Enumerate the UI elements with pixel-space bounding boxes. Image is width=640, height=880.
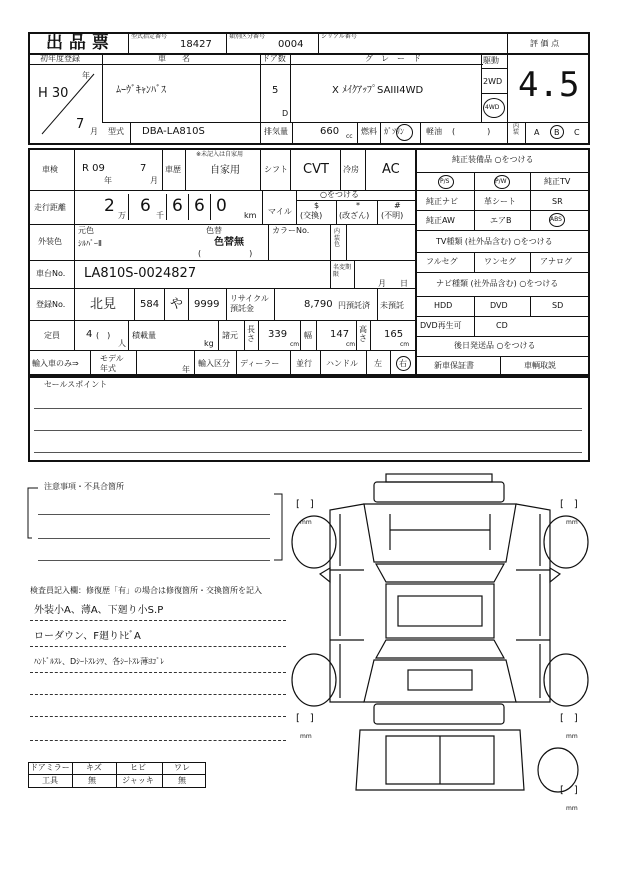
rear-left-mm: mm: [300, 733, 312, 740]
sales-point-box: [28, 376, 590, 462]
class-no-value: 0004: [278, 39, 304, 50]
spare-mm: mm: [566, 805, 578, 812]
capacity-label: 定員: [44, 331, 60, 340]
grade-label: グ レ ー ド: [365, 54, 421, 63]
capacity-unit: 人: [118, 339, 126, 348]
navi-dvd: DVD: [490, 301, 508, 310]
navi-cd: CD: [496, 321, 508, 330]
chassis-value: LA810S-0024827: [84, 266, 197, 281]
first-reg-era: H 30: [38, 86, 69, 101]
tools-r4: 無: [178, 776, 186, 785]
shaken-month: 7: [140, 163, 147, 174]
first-reg-year-suffix: 年: [82, 71, 90, 80]
equip-leather: 革シート: [484, 197, 516, 206]
fuel-gas-circle: [396, 124, 413, 141]
color-label: 外装色: [38, 237, 62, 246]
equip-sr: SR: [552, 197, 563, 206]
spare-bracket: [ ]: [560, 785, 578, 796]
notes-bracket: [26, 486, 286, 566]
tamper-sym: *: [356, 201, 360, 210]
navi-sd: SD: [552, 301, 564, 310]
parallel-label: 並行: [296, 359, 312, 368]
navi-type-title: ナビ種類 (社外品含む) ○をつける: [436, 279, 559, 288]
height-unit: cm: [400, 341, 410, 348]
drive-2wd: 2WD: [483, 77, 503, 86]
equip-ps: P/S: [440, 178, 450, 185]
dims-label: 諸元: [222, 331, 238, 340]
tv-oneseg: ワンセグ: [484, 257, 516, 266]
doors-label: ドア数: [262, 54, 286, 63]
deadline-day-suffix: 日: [400, 279, 408, 288]
ac-value: AC: [382, 162, 400, 177]
tamper-label: (改ざん): [339, 211, 370, 220]
recycle-unit: 円預託済: [338, 301, 370, 310]
fuel-gas: ｶﾞｿﾘﾝ: [384, 127, 404, 136]
fuel-paren: ( ): [452, 127, 491, 136]
shaken-label: 車検: [42, 165, 58, 174]
form-no-value: 18427: [180, 39, 212, 50]
tools-h4: ワレ: [174, 763, 190, 772]
reg-label: 登録No.: [36, 300, 66, 309]
length-label: 長さ: [247, 325, 255, 343]
history-value: 自家用: [210, 165, 240, 176]
unknown-sym: #: [394, 201, 401, 210]
drive-4wd: 4WD: [485, 104, 500, 111]
odometer-attach-note: ○をつける: [320, 190, 359, 199]
shaken-month-suffix: 月: [150, 176, 158, 185]
tv-type-title: TV種類 (社外品含む) ○をつける: [436, 237, 553, 246]
mileage-digit-4: 6: [194, 196, 205, 216]
score-label: 評 価 点: [530, 39, 560, 48]
tools-h2: キズ: [86, 763, 102, 772]
model-year-suffix: 年: [182, 365, 190, 374]
reg-class: 584: [140, 299, 160, 310]
doors-value: 5: [272, 85, 279, 96]
reg-area: 北見: [90, 297, 117, 312]
interior-label: 内装: [513, 123, 520, 136]
load-unit: kg: [204, 339, 214, 348]
form-title: 出 品 票: [46, 33, 109, 53]
car-damage-diagram: [290, 470, 590, 820]
reg-number: 9999: [194, 299, 220, 310]
warranty-label: 新車保証書: [434, 361, 474, 370]
capacity-value: 4: [86, 329, 93, 340]
front-left-mm: mm: [300, 519, 312, 526]
interior-grade-c: C: [574, 128, 580, 137]
mileage-digit-5: 0: [216, 196, 227, 216]
interior-grade-b: B: [554, 128, 560, 137]
car-name-value: ﾑｰｳﾞｷｬﾝﾊﾞｽ: [116, 85, 166, 96]
shift-label: シフト: [264, 165, 288, 174]
equip-aw: 純正AW: [426, 216, 455, 225]
mileage-digit-1: 2: [104, 196, 115, 216]
fuel-label: 燃料: [361, 127, 377, 136]
equip-abs: ABS: [550, 216, 562, 223]
model-label: 型式: [108, 127, 124, 136]
height-value: 165: [384, 329, 404, 340]
equip-airbag: エアB: [490, 216, 512, 225]
serial-label: シリアル番号: [321, 33, 357, 40]
inspector-line-1: 外装小A、薄A、下廻り小S.P: [34, 605, 164, 616]
recycle-value: 8,790: [304, 299, 333, 310]
color-change-value: 色替無: [214, 237, 244, 248]
grade-value: X ﾒｲｸｱｯﾌﾟSAIII4WD: [332, 85, 424, 96]
shaken-era: R 09: [82, 163, 105, 174]
rear-right-mm: mm: [566, 733, 578, 740]
equip-tv: 純正TV: [544, 177, 571, 186]
ac-label: 冷房: [343, 165, 359, 174]
first-reg-month: 7: [76, 117, 85, 132]
tv-analog: アナログ: [540, 257, 572, 266]
mileage-sen: 千: [156, 211, 164, 220]
displacement-unit: cc: [346, 133, 353, 140]
equip-navi: 純正ナビ: [426, 197, 458, 206]
later-send-title: 後日発送品 ○をつける: [454, 341, 536, 350]
tv-fullseg: フルセグ: [426, 257, 458, 266]
unknown-label: (不明): [381, 211, 404, 220]
rear-right-bracket: [ ]: [560, 713, 578, 724]
length-unit: cm: [290, 341, 300, 348]
reg-kana: や: [170, 297, 184, 312]
handle-left: 左: [374, 359, 382, 368]
width-value: 147: [330, 329, 350, 340]
first-reg-label: 初年度登録: [40, 54, 80, 63]
handle-label: ハンドル: [326, 359, 358, 368]
length-value: 339: [268, 329, 288, 340]
history-note: ※未記入は自家用: [196, 151, 244, 158]
capacity-paren: ( ): [96, 331, 111, 340]
color-no-label: カラーNo.: [272, 226, 310, 235]
mile-label: マイル: [268, 207, 292, 216]
mileage-km: km: [244, 211, 257, 220]
tools-h1: ドアミラー: [30, 763, 70, 772]
class-no-label: 類別区分番号: [229, 33, 266, 40]
title-deadline-label: 名変期限: [333, 264, 352, 279]
doors-type: D: [282, 109, 289, 118]
import-type-label: 輸入区分: [198, 359, 230, 368]
color-change-paren: ( ): [198, 249, 253, 258]
load-label: 積載量: [132, 331, 156, 340]
model-year-label: モデル年式: [100, 354, 124, 373]
deadline-month-suffix: 月: [378, 279, 386, 288]
interior-grade-a: A: [534, 128, 540, 137]
mileage-man: 万: [118, 211, 126, 220]
color-change-label: 色替: [206, 226, 222, 235]
model-value: DBA-LA810S: [142, 126, 205, 137]
score-value: 4.5: [518, 65, 580, 105]
header-box: [28, 32, 590, 54]
fuel-diesel: 軽油: [426, 127, 442, 136]
mileage-label: 走行距離: [34, 203, 66, 212]
orig-color-value: ｼﾙﾊﾞｰⅡ: [78, 239, 102, 248]
mileage-digit-3: 6: [172, 196, 183, 216]
inspector-label: 検査員記入欄：修復歴「有」の場合は修復箇所・交換箇所を記入: [30, 586, 262, 595]
form-no-label: 型式指定番号: [131, 33, 168, 40]
equip-pw: P/W: [495, 178, 507, 185]
tools-r2: 無: [88, 776, 96, 785]
navi-dvd-play: DVD再生可: [420, 321, 462, 330]
first-reg-month-suffix: 月: [90, 127, 98, 136]
tools-r3: ジャッキ: [122, 776, 154, 785]
chassis-label: 車台No.: [36, 269, 66, 278]
front-left-bracket: [ ]: [296, 499, 314, 510]
recycle-pending: 未預託: [380, 301, 404, 310]
equipment-title: 純正装備品 ○をつける: [452, 155, 534, 164]
recycle-label: リサイクル預託金: [230, 294, 269, 314]
history-label: 車歴: [165, 165, 181, 174]
tools-h3: ヒビ: [130, 763, 146, 772]
displacement-value: 660: [320, 126, 340, 137]
car-name-label: 車 名: [158, 54, 190, 63]
shaken-year-suffix: 年: [104, 176, 112, 185]
int-color-label: 内装色: [334, 228, 341, 249]
exchange-label: (交換): [300, 211, 323, 220]
width-unit: cm: [346, 341, 356, 348]
rear-left-bracket: [ ]: [296, 713, 314, 724]
orig-color-label: 元色: [78, 226, 94, 235]
import-label: 輸入車のみ⇒: [32, 359, 79, 368]
mileage-digit-2: 6: [140, 196, 151, 216]
front-right-mm: mm: [566, 519, 578, 526]
tools-r1: 工具: [42, 776, 58, 785]
notes-label: 注意事項・不具合箇所: [44, 482, 124, 491]
height-label: 高さ: [359, 325, 367, 343]
dealer-label: ディーラー: [240, 359, 280, 368]
exchange-sym: $: [314, 201, 320, 210]
manual-label: 車輌取説: [524, 361, 556, 370]
width-label: 幅: [304, 331, 312, 340]
navi-hdd: HDD: [434, 301, 453, 310]
inspector-line-3: ﾊﾝﾄﾞﾙｽﾚ、Dｼｰﾄｽﾚｼﾜ、各ｼｰﾄｽﾚ薄ﾖｺﾞﾚ: [34, 657, 165, 666]
displacement-label: 排気量: [264, 127, 288, 136]
inspector-line-2: ローダウン、F廻りﾄﾋﾞA: [34, 631, 141, 642]
sales-point-label: セールスポイント: [44, 380, 108, 389]
drive-label: 駆動: [483, 56, 499, 65]
shift-value: CVT: [303, 162, 329, 177]
handle-right: 右: [399, 359, 407, 368]
front-right-bracket: [ ]: [560, 499, 578, 510]
